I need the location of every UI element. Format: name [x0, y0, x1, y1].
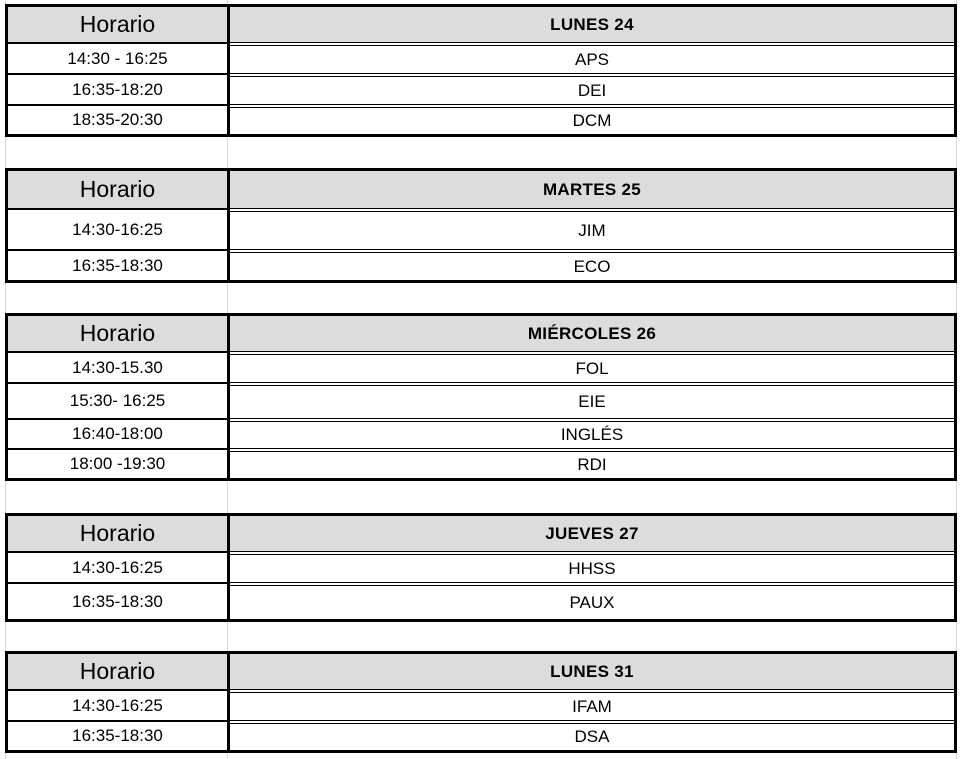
- subject-cell: [230, 208, 954, 249]
- table-header-row: [8, 516, 954, 551]
- subject-label: EIE: [578, 392, 606, 411]
- table-header-row: [8, 7, 954, 42]
- day-header-cell: [230, 171, 954, 208]
- subject-label: DEI: [577, 80, 607, 100]
- table-header-row: [8, 316, 954, 351]
- schedule-table: [5, 651, 957, 753]
- day-header-label: JUEVES 27: [545, 523, 639, 543]
- schedule-table: [5, 513, 957, 622]
- time-cell: [8, 104, 230, 134]
- subject-cell: [230, 418, 954, 448]
- time-cell: [8, 382, 230, 418]
- subject-label: RDI: [577, 455, 607, 474]
- subject-cell: [230, 382, 954, 418]
- table-header-row: [8, 654, 954, 689]
- day-header-cell: [230, 516, 954, 551]
- time-cell: [8, 249, 230, 280]
- subject-label: IFAM: [572, 696, 612, 716]
- time-cell: [8, 720, 230, 750]
- day-header-label: MIÉRCOLES 26: [527, 323, 657, 343]
- time-cell: [8, 448, 230, 478]
- time-label: 18:00 -19:30: [69, 454, 166, 473]
- subject-label: APS: [574, 49, 610, 69]
- table-row: [8, 249, 954, 280]
- table-row: [8, 689, 954, 720]
- subject-label: DCM: [572, 111, 612, 130]
- horario-header-cell: [8, 516, 230, 551]
- day-header-cell: [230, 7, 954, 42]
- horario-header-label: Horario: [79, 320, 156, 346]
- table-row: [8, 582, 954, 619]
- time-label: 14:30-16:25: [72, 695, 163, 715]
- table-row: [8, 351, 954, 382]
- subject-label: HHSS: [568, 558, 616, 578]
- time-label: 18:35-20:30: [72, 110, 163, 129]
- day-header-label: MARTES 25: [542, 179, 642, 199]
- time-label: 16:35-18:30: [72, 255, 163, 275]
- day-header-label: LUNES 24: [550, 14, 634, 34]
- time-label: 16:35-18:30: [72, 726, 163, 745]
- horario-header-cell: [8, 171, 230, 208]
- subject-cell: [230, 351, 954, 382]
- table-row: [8, 208, 954, 249]
- time-label: 14:30-16:25: [72, 219, 163, 239]
- time-label: 16:40-18:00: [72, 424, 163, 443]
- day-header-cell: [230, 654, 954, 689]
- horario-header-cell: [8, 654, 230, 689]
- time-label: 14:30-16:25: [72, 557, 163, 577]
- schedule-table: [5, 168, 957, 283]
- subject-cell: [230, 249, 954, 280]
- horario-header-label: Horario: [79, 658, 156, 684]
- time-cell: [8, 551, 230, 582]
- subject-cell: [230, 42, 954, 73]
- subject-label: DSA: [574, 727, 610, 746]
- subject-label: ECO: [573, 256, 611, 276]
- table-row: [8, 448, 954, 478]
- time-label: 14:30 - 16:25: [67, 48, 168, 68]
- subject-label: JIM: [578, 220, 606, 240]
- table-row: [8, 382, 954, 418]
- horario-header-label: Horario: [79, 11, 156, 37]
- time-cell: [8, 418, 230, 448]
- horario-header-cell: [8, 316, 230, 351]
- horario-header-label: Horario: [79, 520, 156, 546]
- schedule-table: [5, 313, 957, 481]
- day-header-cell: [230, 316, 954, 351]
- table-header-row: [8, 171, 954, 208]
- time-cell: [8, 689, 230, 720]
- schedule-table: [5, 4, 957, 137]
- table-row: [8, 418, 954, 448]
- table-row: [8, 73, 954, 104]
- subject-cell: [230, 448, 954, 478]
- time-cell: [8, 42, 230, 73]
- time-label: 16:35-18:20: [72, 79, 163, 99]
- time-cell: [8, 73, 230, 104]
- subject-label: PAUX: [569, 592, 615, 612]
- table-row: [8, 551, 954, 582]
- subject-cell: [230, 551, 954, 582]
- subject-cell: [230, 689, 954, 720]
- table-row: [8, 720, 954, 750]
- subject-cell: [230, 104, 954, 134]
- day-header-label: LUNES 31: [550, 661, 634, 681]
- time-label: 16:35-18:30: [72, 591, 163, 611]
- subject-label: INGLÉS: [560, 425, 624, 444]
- horario-header-label: Horario: [79, 176, 156, 202]
- subject-cell: [230, 720, 954, 750]
- table-row: [8, 42, 954, 73]
- time-cell: [8, 351, 230, 382]
- subject-cell: [230, 582, 954, 619]
- subject-cell: [230, 73, 954, 104]
- time-cell: [8, 208, 230, 249]
- time-label: 15:30- 16:25: [69, 391, 166, 410]
- horario-header-cell: [8, 7, 230, 42]
- time-cell: [8, 582, 230, 619]
- time-label: 14:30-15.30: [72, 357, 163, 377]
- subject-label: FOL: [575, 358, 609, 378]
- table-row: [8, 104, 954, 134]
